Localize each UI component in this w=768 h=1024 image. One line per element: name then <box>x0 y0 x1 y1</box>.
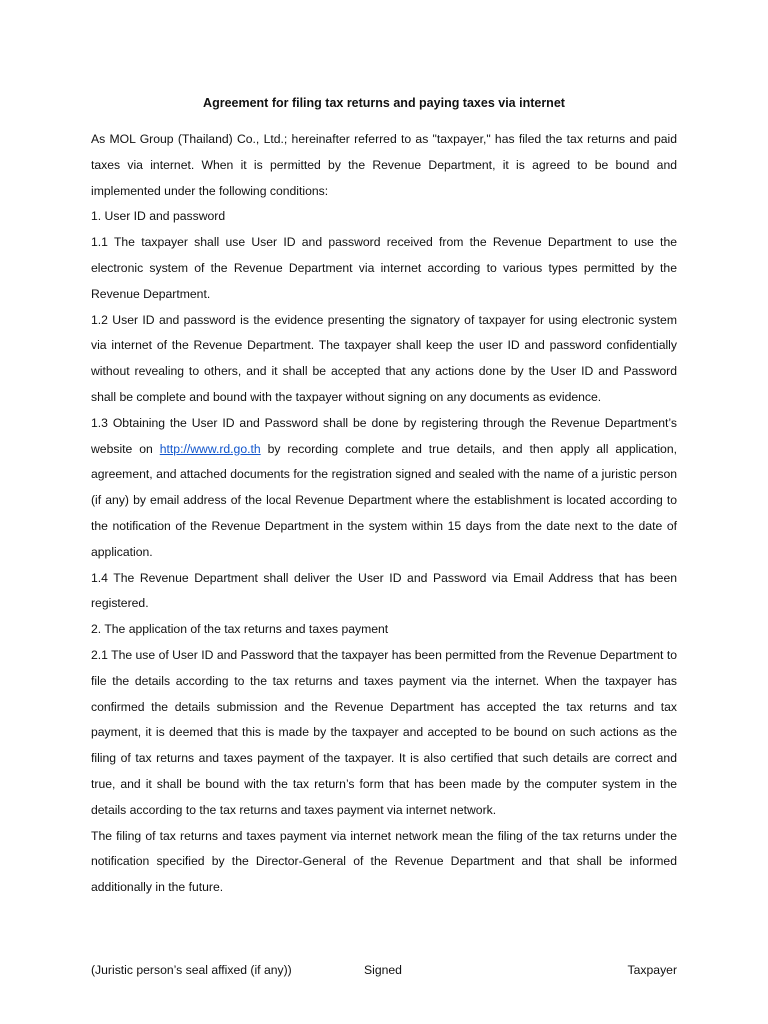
clause-1-2: 1.2 User ID and password is the evidence presenting the signatory of taxpayer for using electronic system via internet of the Revenue Department. The taxpayer shall keep the user ID and password confidentially without revealing to others, and it shall be accepted that any actions done by the User ID and Password shall be complete and bound with the taxpayer without signing on any documents as evidence. <box>91 312 677 404</box>
clause-1-3 <box>91 411 677 566</box>
clause-1-3-text-after: by recording complete and true details, and then apply all application, agreement, and attached documents for the registration signed and sealed with the name of a juristic person (if any) by email address of the local Revenue Department where the establishment is located according to the notification of the Revenue Department in the system within 15 days from the date next to the date of application. <box>91 441 677 559</box>
document-title: Agreement for filing tax returns and paying taxes via internet <box>203 96 565 110</box>
clause-1-1: 1.1 The taxpayer shall use User ID and password received from the Revenue Department to use the electronic system of the Revenue Department via internet according to various types permitted by the Revenue Department. <box>91 235 677 301</box>
signed-label: Signed <box>364 963 402 977</box>
taxpayer-label: Taxpayer <box>627 963 677 977</box>
clause-1-4: 1.4 The Revenue Department shall deliver the User ID and Password via Email Address that has been registered. <box>91 570 677 611</box>
section-2-heading: 2. The application of the tax returns and taxes payment <box>91 622 389 637</box>
intro-paragraph: As MOL Group (Thailand) Co., Ltd.; hereinafter referred to as "taxpayer," has filed the tax returns and paid taxes via internet. When it is permitted by the Revenue Department, it is agreed to be bound and implemented under the following conditions: <box>91 132 677 198</box>
clause-1-3-text-before: 1.3 Obtaining the User ID and Password shall be done by registering through the Revenue Department’s website on <box>91 415 677 456</box>
seal-label: (Juristic person’s seal affixed (if any)) <box>91 963 292 977</box>
clause-2-1: 2.1 The use of User ID and Password that the taxpayer has been permitted from the Revenue Department to file the details according to the tax returns and taxes payment via the internet. When the taxpayer has confirmed the details submission and the Revenue Department has accepted the tax returns and tax payment, it is deemed that this is made by the taxpayer and accepted to be bound on such actions as the filing of tax returns and taxes payment of the taxpayer. It is also certified that such details are correct and true, and it shall be bound with the tax return’s form that has been made by the computer system in the details according to the tax returns and taxes payment via internet network. <box>91 647 677 817</box>
filing-definition-paragraph: The filing of tax returns and taxes payment via internet network mean the filing of the tax returns under the notification specified by the Director-General of the Revenue Department and that shall be informed additionally in the future. <box>91 828 677 895</box>
revenue-department-link[interactable]: http://www.rd.go.th <box>159 441 261 456</box>
signature-row <box>91 961 677 979</box>
document-body <box>91 127 677 901</box>
section-1-heading: 1. User ID and password <box>91 209 226 224</box>
